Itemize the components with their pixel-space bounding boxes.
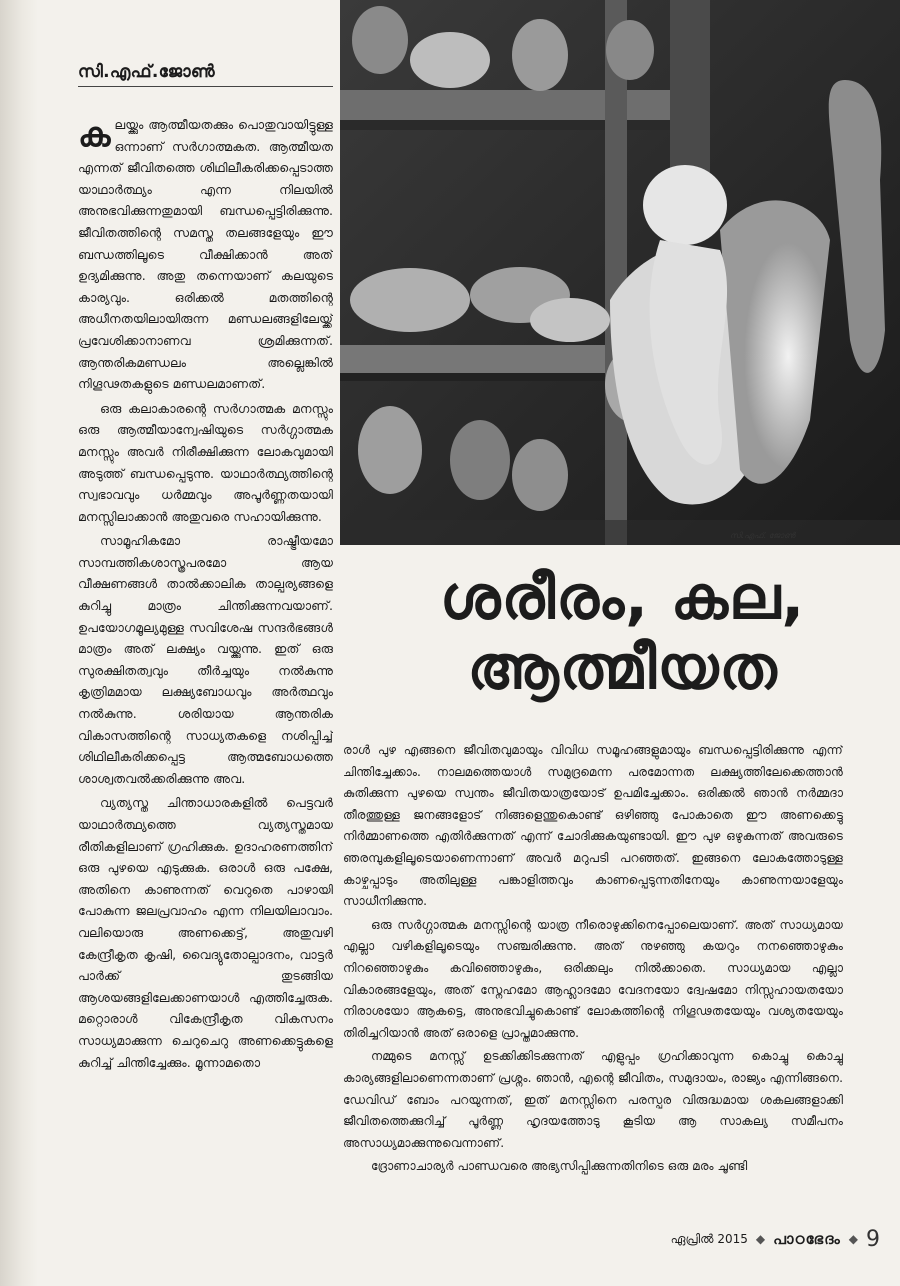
left-column <box>78 114 333 1204</box>
left-paragraph-2: ഒരു കലാകാരന്റെ സർഗാത്മക മനസ്സും ഒരു ആത്മീയാന്വേഷിയുടെ സർഗ്ഗാത്മക മനസ്സും അവർ നിരീക്ഷിക്കുന്ന ലോകവുമായി അടുത്ത് ബന്ധപ്പെടുന്നു. യാഥാർത്ഥ്യത്തിന്റെ സ്വഭാവവും ധർമ്മവും അപൂർണ്ണതയായി മനസ്സിലാക്കാൻ അതുവരെ സഹായിക്കുന്നു. <box>78 400 333 524</box>
author-header <box>78 62 333 87</box>
author-name: സി.എഫ്.ജോൺ <box>78 62 216 82</box>
diamond-separator-icon: ◆ <box>848 1232 858 1246</box>
right-paragraph-1: രാൾ പുഴ എങ്ങനെ ജീവിതവുമായും വിവിധ സമൂഹങ്ങളുമായും ബന്ധപ്പെട്ടിരിക്കുന്നു എന്ന് ചിന്തിച്ചേക്കാം. നാലമത്തെയാൾ സമുദ്രമെന്ന പരമോന്നത ലക്ഷ്യത്തിലേക്കെത്താൻ കുതിക്കുന്ന പുഴയെ സ്വന്തം ജീവിതയാത്രയോട് ഉപമിച്ചേക്കാം. ഒരിക്കൽ ഞാൻ നർമ്മദാ തീരത്തുള്ള ജനങ്ങളോട് നിങ്ങളെന്തുകൊണ്ട് ഒഴിഞ്ഞു പോകാതെ ഈ അണക്കെട്ടു നിർമ്മാണത്തെ എതിർക്കുന്നത് എന്ന് ചോദിക്കുകയുണ്ടായി. ഈ പുഴ ഒഴുകുന്നത് അവരുടെ ഞരമ്പുകളിലൂടെയാണെന്നാണ് അവർ മറുപടി പറഞ്ഞത്. ഇങ്ങനെ ലോകത്തോടുള്ള കാഴ്ചപ്പാടും അതിലുള്ള പങ്കാളിത്തവും കാണപ്പെടുന്നതിനേയും കാണുന്നയാളേയും സാധീനിക്കുന്നു. <box>343 743 843 909</box>
title-line-2: ആത്മീയത <box>467 633 778 703</box>
right-paragraph-3: നമ്മുടെ മനസ്സ് ഉടക്കിക്കിടക്കുന്നത് എളുപ്പം ഗ്രഹിക്കാവുന്ന കൊച്ചു കൊച്ചു കാര്യങ്ങളിലാണെന്നതാണ് പ്രശ്നം. ഞാൻ, എന്റെ ജീവിതം, സമുദായം, രാജ്യം എന്നിങ്ങനെ. ഡേവിഡ് ബോം പറയുന്നത്, ഇത് മനസ്സിനെ പരസ്പര വിരുദ്ധമായ ശകലങ്ങളാക്കി ജീവിതത്തെക്കുറിച്ച് പൂർണ്ണ ഹൃദയത്തോടു കൂടിയ ആ സാകല്യ സമീപനം അസാധ്യമാക്കുന്നുവെന്നാണ്. <box>343 1049 843 1150</box>
painting-credit: സി.എഫ്. ജോൺ <box>730 531 796 540</box>
page-gutter-shadow <box>0 0 38 1286</box>
left-paragraph-1-text: ലയ്ക്കും ആത്മീയതക്കും പൊതുവായിട്ടുള്ള ഒന്നാണ് സർഗാത്മകത. ആത്മീയത എന്നത് ജീവിതത്തെ ശിഥിലീകരിക്കപ്പെടാത്ത യാഥാർത്ഥ്യം എന്ന നിലയിൽ അനുഭവിക്കുന്നതുമായി ബന്ധപ്പെട്ടിരിക്കുന്നു. ജീവിതത്തിന്റെ സമസ്ത തലങ്ങളേയും ഈ ബന്ധത്തിലൂടെ വീക്ഷിക്കാൻ അത് ഉദ്യമിക്കുന്നു. അതു തന്നെയാണ് കലയുടെ കാര്യവും. ഒരിക്കൽ മതത്തിന്റെ അധീനതയിലായിരുന്ന മണ്ഡലങ്ങളിലേയ്ക്ക് പ്രവേശിക്കാനാണവ ശ്രമിക്കുന്നത്. ആന്തരികമണ്ഡലം അല്ലെങ്കിൽ നിഗൂഢതകളുടെ മണ്ഡലമാണത്. <box>78 117 333 392</box>
issue-date: ഏപ്രിൽ 2015 <box>670 1231 748 1246</box>
magazine-name: പാഠഭേദം <box>773 1230 841 1248</box>
author-divider <box>78 86 333 87</box>
article-painting <box>340 0 900 545</box>
drop-cap: ക <box>78 115 111 155</box>
article-title <box>345 565 900 701</box>
diamond-separator-icon: ◆ <box>755 1232 766 1246</box>
right-paragraph-2: ഒരു സർഗ്ഗാത്മക മനസ്സിന്റെ യാത്ര നീരൊഴുക്കിനെപ്പോലെയാണ്. അത് സാധ്യമായ എല്ലാ വഴികളിലൂടെയും സഞ്ചരിക്കുന്നു. അത് നുഴഞ്ഞു കയറും നനഞ്ഞൊഴുകും നിറഞ്ഞൊഴുകും കവിഞ്ഞൊഴുകും, ഒരിക്കലും നിൽക്കാതെ. സാധ്യമായ എല്ലാ വികാരങ്ങളേയും, അത് സ്നേഹമോ ആഹ്ലാദമോ വേദനയോ ദ്വേഷമോ നിസ്സഹായതയോ നിരാശയോ ആകട്ടെ, അനുഭവിച്ചുകൊണ്ട് ലോകത്തിന്റെ നിഗൂഢതയേയും വശ്യതയേയും തിരിച്ചറിയാൻ അത് ഒരാളെ പ്രാപ്തമാക്കുന്നു. <box>343 917 843 1040</box>
left-paragraph-4: വ്യത്യസ്ത ചിന്താധാരകളിൽ പെട്ടവർ യാഥാർത്ഥ്യത്തെ വ്യത്യസ്തമായ രീതികളിലാണ് ഗ്രഹിക്കുക. ഉദാഹരണത്തിന് ഒരു പുഴയെ എടുക്കുക. ഒരാൾ ഒരു പക്ഷേ, അതിനെ കാണുന്നത് വെറുതെ പാഴായി പോകുന്ന ജലപ്രവാഹം എന്ന നിലയിലാവാം. വലിയൊരു അണക്കെട്ട്, അതുവഴി കേന്ദ്രീകൃത കൃഷി, വൈദ്യുതോല്പാദനം, വാട്ടർ പാർക്ക് തുടങ്ങിയ ആശയങ്ങളിലേക്കാണയാൾ എത്തിച്ചേരുക. മറ്റൊരാൾ വികേന്ദ്രീകൃത വികസനം സാധ്യമാക്കുന്ന ചെറുചെറു അണക്കെട്ടുകളെ കുറിച്ച് ചിന്തിച്ചേക്കും. മൂന്നാമതൊ <box>78 795 333 1070</box>
right-paragraph-4: ദ്രോണാചാര്യർ പാണ്ഡവരെ അഭ്യസിപ്പിക്കുന്നതിനിടെ ഒരു മരം ചൂണ്ടി <box>371 1159 748 1174</box>
right-column <box>343 740 843 1210</box>
page-footer <box>580 1224 880 1254</box>
page-number: 9 <box>866 1226 880 1252</box>
left-paragraph-3: സാമൂഹികമോ രാഷ്ട്രീയമോ സാമ്പത്തികശാസ്ത്രപരമോ ആയ വീക്ഷണങ്ങൾ താൽക്കാലിക താല്പര്യങ്ങളെ കുറിച്ചു മാത്രം ചിന്തിക്കുന്നവയാണ്. ഉപയോഗമൂല്യമുള്ള സവിശേഷ സന്ദർഭങ്ങൾ മാത്രം അത് ലക്ഷ്യം വയ്ക്കുന്നു. ഇത് ഒരു സുരക്ഷിതത്വവും തീർച്ചയും നൽകുന്നു കൃത്രിമമായ ലക്ഷ്യബോധവും അർത്ഥവും നൽകുന്നു. ശരിയായ ആന്തരിക വികാസത്തിന്റെ സാധ്യതകളെ നശിപ്പിച്ച് ശിഥിലീകരിക്കപ്പെട്ട ആത്മബോധത്തെ ശാശ്വതവൽക്കരിക്കുന്നു അവ. <box>78 533 333 786</box>
left-paragraph-1 <box>78 114 333 395</box>
title-line-1: ശരീരം, കല, <box>439 563 806 633</box>
painting-artwork <box>340 0 900 545</box>
